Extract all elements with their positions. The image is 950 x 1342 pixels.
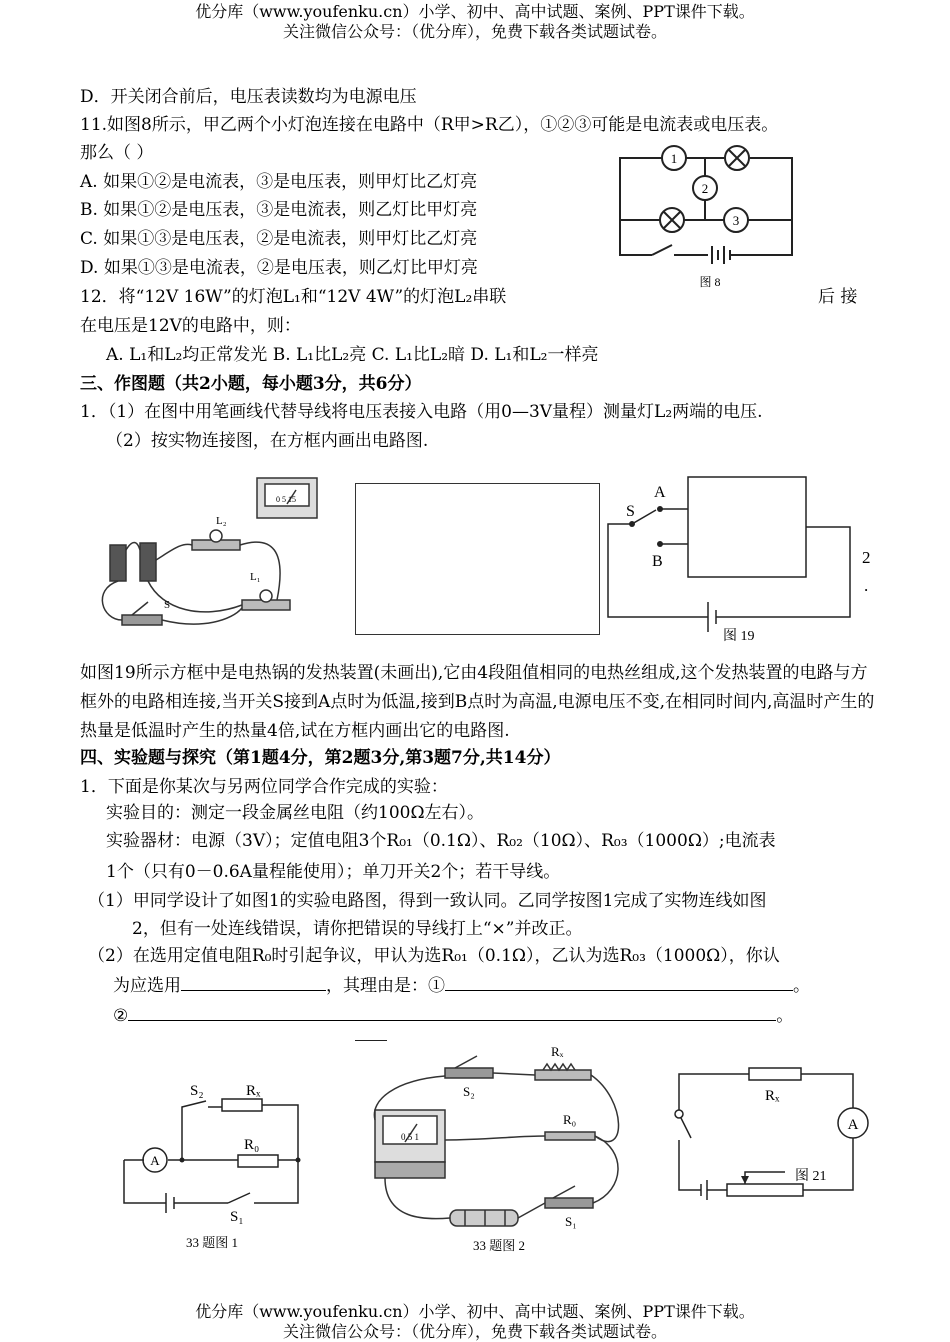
circuit-answer-box (355, 483, 600, 635)
f1-label-r0: R₀ (244, 1137, 260, 1153)
fig8-meter-1: 1 (670, 151, 678, 166)
f2-caption: 33 题图 2 (473, 1238, 526, 1253)
reason-2-prefix: ② (113, 1006, 129, 1026)
fig8-meter-2: 2 (701, 181, 709, 196)
section-3-title: 三、作图题（共2小题，每小题3分，共6分） (80, 374, 422, 394)
fig19-label-a: A (654, 484, 666, 501)
sec4-part2-b (113, 973, 810, 999)
sec4-equipment-1: 实验器材：电源（3V）；定值电阻3个R₀₁（0.1Ω）、R₀₂（10Ω）、R₀₃（1000Ω）;电流表 (106, 831, 776, 851)
answer-blank-reason-1[interactable] (445, 974, 793, 991)
footer-line-2: 关注微信公众号：（优分库），免费下载各类试题试卷。 (282, 1322, 667, 1341)
sec3-q2-text: 如图19所示方框中是电热锅的发热装置(未画出),它由4段阻值相同的电热丝组成,这个发热装置的电路与方框外的电路相连接,当开关S接到A点时为低温,接到B点时为高温,电源电压不变,在相同时间内,高温时产生的热量是低温时产生的热量4倍,试在方框内画出它的电路图. (80, 663, 875, 741)
sec4-part1-a: （1）甲同学设计了如图1的实验电路图，得到一致认同。乙同学按图1完成了实物连线如图 (88, 891, 767, 911)
sec3-q1-part1: 1．（1）在图中用笔画线代替导线将电压表接入电路（用0—3V量程）测量灯L₂两端的电压. (80, 402, 763, 422)
q11-option-b: B. 如果①②是电压表，③是电流表，则乙灯比甲灯亮 (80, 200, 478, 220)
f1-label-s1: S₁ (230, 1209, 244, 1225)
fig19-caption: 图 19 (723, 629, 755, 644)
fig8-meter-3: 3 (732, 213, 740, 228)
q10-option-d: D．开关闭合前后，电压表读数均为电源电压 (80, 87, 417, 107)
reason-1-end: 。 (793, 976, 810, 996)
q2-dot: . (864, 576, 869, 595)
f2-label-s2: S₂ (463, 1084, 475, 1099)
q12-options: A. L₁和L₂均正常发光 B. L₁比L₂亮 C. L₁比L₂暗 D. L₁和L₂一样亮 (106, 345, 599, 365)
f3-caption: 图 21 (795, 1169, 827, 1184)
fig19-label-b: B (652, 553, 663, 570)
q11-stem: 11.如图8所示，甲乙两个小灯泡连接在电路中（R甲>R乙），①②③可能是电流表或电压表。 (80, 115, 779, 135)
f3-ammeter-a: A (847, 1117, 859, 1133)
figure-8-circuit (612, 140, 802, 292)
physical-circuit-drawing (82, 470, 327, 635)
q12-stem: 12．将“12V 16W”的灯泡L₁和“12V 4W”的灯泡L₂串联 (80, 287, 507, 307)
figure-33-2-drawing (365, 1040, 635, 1255)
q12-stem-2: 在电压是12V的电路中，则： (80, 316, 301, 336)
switch-s-label: S (164, 599, 171, 611)
q11-option-d: D. 如果①③是电流表，②是电压表，则乙灯比甲灯亮 (80, 258, 478, 278)
figure-19-circuit (600, 472, 870, 644)
f1-label-rx: Rₓ (246, 1083, 261, 1099)
figure-33-1-circuit (118, 1075, 318, 1255)
figure-21-circuit (665, 1060, 880, 1210)
q11-option-c: C. 如果①③是电压表，②是电流表，则甲灯比乙灯亮 (80, 229, 478, 249)
sec4-q1: 1．下面是你某次与另两位同学合作完成的实验： (80, 777, 448, 797)
q12-stem-tail: 后 接 (818, 287, 858, 307)
f2-label-s1: S₁ (565, 1214, 577, 1229)
sec4-purpose: 实验目的：测定一段金属丝电阻（约100Ω左右）。 (106, 803, 485, 823)
footer-line-1: 优分库（www.youfenku.cn）小学、初中、高中试题、案例、PPT课件下载。 (195, 1302, 755, 1321)
q11-option-a: A. 如果①②是电流表，③是电压表，则甲灯比乙灯亮 (80, 172, 478, 192)
sec4-part2-a: （2）在选用定值电阻R₀时引起争议，甲认为选R₀₁（0.1Ω），乙认为选R₀₃（1000Ω），你认 (88, 946, 780, 966)
fig8-caption: 图 8 (699, 275, 721, 289)
q11-stem-2: 那么（ ） (80, 143, 154, 163)
f1-ammeter-a: A (150, 1153, 160, 1168)
f2-label-rx: Rₓ (551, 1044, 564, 1059)
q2-number: 2 (862, 548, 870, 567)
answer-prefix: 为应选用 (113, 976, 181, 996)
lamp-l2-label: L₂ (216, 515, 227, 527)
answer-blank-choice[interactable] (181, 974, 326, 991)
fig19-label-s: S (626, 503, 635, 520)
f2-label-r0: R₀ (563, 1112, 577, 1127)
sec3-q1-part2: （2）按实物连接图，在方框内画出电路图. (106, 431, 429, 451)
meter-scale: 0 5 15 (276, 495, 296, 504)
reason-prefix: ，其理由是：① (326, 976, 445, 996)
reason-2-end: 。 (776, 1006, 794, 1026)
sec4-part1-b: 2，但有一处连线错误，请你把错误的导线打上“×”并改正。 (132, 919, 583, 939)
f3-label-rx: Rₓ (765, 1088, 780, 1104)
header-line-2: 关注微信公众号：（优分库），免费下载各类试题试卷。 (282, 22, 667, 41)
section-4-title: 四、实验题与探究（第1题4分，第2题3分,第3题7分,共14分） (80, 748, 561, 768)
f2-meter-scale: 0.5 1 (401, 1132, 419, 1142)
sec4-part2-c (113, 1003, 793, 1029)
lamp-l1-label: L₁ (250, 571, 261, 583)
header-line-1: 优分库（www.youfenku.cn）小学、初中、高中试题、案例、PPT课件下载。 (195, 2, 755, 21)
answer-blank-reason-2[interactable] (128, 1004, 776, 1021)
sec4-equipment-2: 1个（只有0－0.6A量程能使用）；单刀开关2个；若干导线。 (106, 862, 561, 882)
f1-label-s2: S₂ (190, 1083, 204, 1099)
f1-caption: 33 题图 1 (186, 1235, 239, 1250)
